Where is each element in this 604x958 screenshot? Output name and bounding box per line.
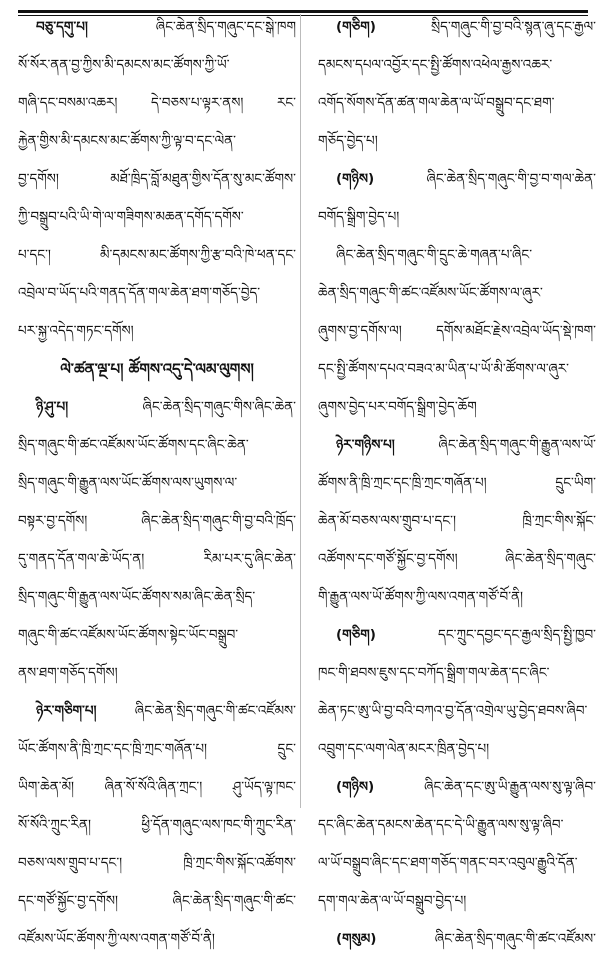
line-text: བགོད་སྒྲིག་བྱེད་པ།: [318, 209, 400, 225]
text-line: [318, 540, 596, 578]
article-number: (གཉིས): [336, 779, 375, 795]
text-line: [318, 198, 596, 236]
line-text: གཞུང་གི་ཚང་འཛོམས་ཡོང་ཚོགས་སྟེང་ཡོང་བསྒྲུབ་: [18, 627, 239, 643]
text-line: [18, 616, 296, 654]
line-text: པ་དང་། མི་དམངས་མང་ཚོགས་ཀྱི་རྩ་བའི་ཁེ་ཕན་དང་: [18, 247, 296, 263]
line-text: བསྟར་བྱ་དགོས། ཞིང་ཆེན་སྲིད་གཞུང་གི་བྱ་བའི་ཁྲོད་: [18, 513, 296, 529]
line-text: ཞིང་ཆེན་སྲིད་གཞུང་གི་ཚང་འཛོམས་: [376, 931, 596, 947]
line-text: གཞི་དང་བསམ་འཆར། དེ་བཅས་པ་ལྟར་ནས། རང་: [18, 95, 296, 111]
line-text: ཚོགས་ནི་ཁྲི་ཀྲང་དང་ཁྲི་ཀྲང་གཞོན་པ། དྲུང་ཡིག་: [318, 475, 596, 491]
line-text: ཞིང་ཆེན་དང་ཨུ་ཡི་རྒྱུན་ལས་སུ་ལྟ་ཞིབ་: [374, 779, 596, 795]
line-text: སྲིད་གཞུང་གི་བྱ་བའི་སྙན་ཞུ་དང་རྒྱལ་: [375, 19, 596, 35]
line-text: འབྲུག་དང་ལག་ལེན་མངར་ཁྲིན་བྱེད་པ།: [318, 741, 490, 757]
line-text: ཆེན་མོ་བཅས་ལས་གྲུབ་པ་དང་། ཁྲི་ཀྲང་གིས་སྐོང་: [318, 513, 596, 529]
line-text: སྲིད་གཞུང་གི་རྒྱུན་ལས་ཡོང་ཚོགས་ལས་ཡུགས་ལ་: [18, 475, 238, 491]
line-text: དམངས་དཔལ་འབྱོར་དང་སྤྱི་ཚོགས་འཕེལ་རྒྱས་འཆར་: [318, 57, 553, 73]
line-text: ཞུགས་བྱེད་པར་བགོད་སྒྲིག་བྱེད་ཆོག: [318, 399, 477, 415]
text-line: [18, 540, 296, 578]
text-line: [18, 654, 296, 692]
line-text: པར་སྐྱ་འདེད་གཏང་དགོས།: [18, 323, 134, 339]
text-line: [18, 198, 296, 236]
article-number: བཅུ་དགུ་པ།: [36, 19, 88, 35]
paragraph-first-line: [18, 692, 296, 730]
line-text: འབྲེལ་བ་ཡོད་པའི་གནད་དོན་གལ་ཆེན་ཐག་གཅོད་བྱེད་: [18, 285, 261, 301]
paragraph-first-line: [318, 616, 596, 654]
text-line: [18, 274, 296, 312]
column-divider: [300, 14, 301, 808]
line-text: འགོད་སོགས་དོན་ཚན་གལ་ཆེན་ལ་ཡོ་བསྒྲུབ་དང་ཐག་: [318, 95, 555, 111]
article-number: (གཉིས): [336, 171, 375, 187]
line-text: ཆེན་ཏང་ཨུ་ཡི་བྱ་བའི་བཀའ་བྱ་དོན་འགྲེལ་ཡུ་བྱེད་ཐབས་ཞིབ་: [318, 703, 588, 719]
paragraph-first-line: [318, 768, 596, 806]
line-text: ཡོང་ཚོགས་ནི་ཁྲི་ཀྲང་དང་ཁྲི་ཀྲང་གཞོན་པ། དྲུང་: [18, 741, 296, 757]
text-line: [18, 46, 296, 84]
line-text: ཞིང་ཆེན་སྲིད་གཞུང་གི་བྱ་བ་གལ་ཆེན་: [374, 171, 596, 187]
text-line: [18, 236, 296, 274]
text-line: [318, 46, 596, 84]
line-text: ཁང་གི་ཐབས་ཇུས་དང་བཀོད་སྒྲིག་གལ་ཆེན་དང་ཞིང་: [318, 665, 550, 681]
text-line: [318, 502, 596, 540]
line-text: བྱ་དགོས། མཐོ་ཁྲིད་བློ་མཐུན་གྱིས་དོན་སུ་མང་ཚོགས་: [18, 171, 296, 187]
line-text: རྐྱེན་གྱིས་མི་དམངས་མང་ཚོགས་ཀྱི་ལྟ་བ་དང་ལེན་: [18, 133, 236, 149]
article-number: (གསུམ): [336, 931, 377, 947]
text-line: [18, 882, 296, 920]
line-text: བཅས་ལས་གྲུབ་པ་དང་། ཁྲི་ཀྲང་གིས་སྐོང་འཚོགས་: [18, 855, 296, 871]
text-line: [18, 578, 296, 616]
text-line: [318, 84, 596, 122]
paragraph-first-line: [318, 8, 596, 46]
line-text: སྲིད་གཞུང་གི་ཚང་འཛོམས་ཡོང་ཚོགས་དང་ཞིང་ཆེན་: [18, 437, 249, 453]
article-number: (གཅིག): [336, 627, 376, 643]
text-line: [318, 730, 596, 768]
text-line: [318, 692, 596, 730]
paragraph-first-line: [18, 388, 296, 426]
line-text: ཞིང་ཆེན་སྲིད་གཞུང་གི་ཚང་འཛོམས་: [96, 703, 296, 719]
line-text: འཛོམས་ཡོང་ཚོགས་ཀྱི་ལས་འགན་གཙོ་བོ་ནི།: [18, 931, 215, 947]
text-line: [18, 122, 296, 160]
text-line: [18, 920, 296, 958]
line-text: ཞིང་ཆེན་སྲིད་གཞུང་གི་དྲུང་ཆེ་གཞན་པ་ཞིང་: [336, 247, 533, 263]
text-line: [318, 388, 596, 426]
text-line: [18, 426, 296, 464]
line-text: གི་རྒྱུན་ལས་ཡོ་ཚོགས་ཀྱི་ལས་འགན་གཙོ་བོ་ནི།: [318, 589, 524, 605]
paragraph-first-line: [318, 160, 596, 198]
line-text: སྲིད་གཞུང་གི་རྒྱུན་ལས་ཡོང་ཚོགས་སམ་ཞིང་ཆེན་སྲིད་: [18, 589, 256, 605]
article-number: (གཅིག): [336, 19, 376, 35]
line-text: ཞུགས་བྱ་དགོས་ལ། དགོས་མཐོང་རྗེས་འབྲེལ་ཡོད་སྡེ་ཁག་: [318, 323, 596, 339]
line-text: དུ་གནད་དོན་གལ་ཆེ་ཡོད་ན། རིམ་པར་དུ་ཞིང་ཆེན་: [18, 551, 296, 567]
paragraph-first-line: [318, 426, 596, 464]
line-text: ཀྱི་བསྒྲུབ་པའི་ཡི་གེ་ལ་གཟིགས་མཆན་དགོད་དགོས་: [18, 209, 244, 225]
section-heading: ལེ་ཚན་ལྔ་པ། ཚོགས་འདུ་དེ་ལམ་ལུགས།: [60, 360, 254, 378]
right-column: [318, 8, 596, 958]
text-line: [18, 464, 296, 502]
line-text: དང་གཙོ་སྐྱོང་བྱ་དགོས། ཞིང་ཆེན་སྲིད་གཞུང་གི་ཚང་: [18, 893, 296, 909]
line-text: དང་ཀྲུང་དབྱང་དང་རྒྱལ་སྲིད་སྤྱི་ཁྱབ་: [375, 627, 596, 643]
text-line: [18, 160, 296, 198]
line-text: དག་གལ་ཆེན་ལ་ཡོ་བསྒྲུབ་བྱེད་པ།: [318, 893, 467, 909]
paragraph-first-line: [318, 920, 596, 958]
line-text: ཞིང་ཆེན་སྲིད་གཞུང་དང་སྒེ་ཁག: [87, 19, 296, 35]
line-text: གཅོད་བྱེད་པ།: [318, 133, 378, 149]
text-line: [318, 122, 596, 160]
text-line: [318, 882, 596, 920]
line-text: འཚོགས་དང་གཙོ་སྐྱོང་བྱ་དགོས། ཞིང་ཆེན་སྲིད་གཞུང་: [318, 551, 596, 567]
line-text: ནས་ཐག་གཅོད་དགོས།: [18, 665, 118, 681]
text-line: [318, 844, 596, 882]
article-number: ཉེར་གཉིས་པ།: [336, 437, 395, 453]
text-line: [318, 350, 596, 388]
line-text: དང་སྤྱི་ཚོགས་དཔའ་བཟའ་མ་ཡིན་པ་ཡོ་མི་ཚོགས་ལ་ཞུར་: [318, 361, 570, 377]
text-line: [318, 312, 596, 350]
text-line: [318, 654, 596, 692]
paragraph-first-line: [318, 236, 596, 274]
line-text: སོ་སོར་ནན་བྱ་ཀྱིས་མི་དམངས་མང་ཚོགས་ཀྱི་ཡོ་: [18, 57, 230, 73]
line-text: ཞིང་ཆེན་སྲིད་གཞུང་གི་རྒྱུན་ལས་ཡོ་: [394, 437, 596, 453]
article-number: ཉེར་གཅིག་པ།: [36, 703, 97, 719]
text-line: [18, 312, 296, 350]
text-line: [318, 578, 596, 616]
line-text: དང་ཞིང་ཆེན་དམངས་ཆེན་དང་དེ་ཡི་རྒྱུན་ལས་སུ་ལྟ་ཞིབ་: [318, 817, 564, 833]
line-text: སོ་སོའི་ཀྲུང་རིན། ཕྱི་དོན་གཞུང་ལས་ཁང་གི་ཀྲུང་རིན་: [18, 817, 296, 833]
line-text: ཆེན་སྲིད་གཞུང་གི་ཚང་འཛོམས་ཡོང་ཚོགས་ལ་ཞུར་: [318, 285, 543, 301]
text-line: [18, 502, 296, 540]
article-number: ཉི་ཤུ་པ།: [36, 399, 69, 415]
paragraph-first-line: [18, 8, 296, 46]
text-line: [18, 768, 296, 806]
line-text: ཞིང་ཆེན་སྲིད་གཞུང་གིས་ཞིང་ཆེན་: [68, 399, 296, 415]
text-line: [18, 844, 296, 882]
line-text: ལ་ཡོ་བསྒྲུབ་ཞིང་དང་ཐག་གཅོད་གནང་བར་འབུལ་རྒྱུའི་དོན་: [318, 855, 578, 871]
text-line: [18, 730, 296, 768]
line-text: ཡིག་ཆེན་མོ། ཞིན་སོ་སོའི་ཞིན་ཀྲང་། ཤུ་ཡོད་ལྟ་ཁང་: [18, 779, 296, 795]
text-line: [318, 464, 596, 502]
left-column: [18, 8, 296, 958]
text-line: [18, 84, 296, 122]
text-line: [318, 274, 596, 312]
